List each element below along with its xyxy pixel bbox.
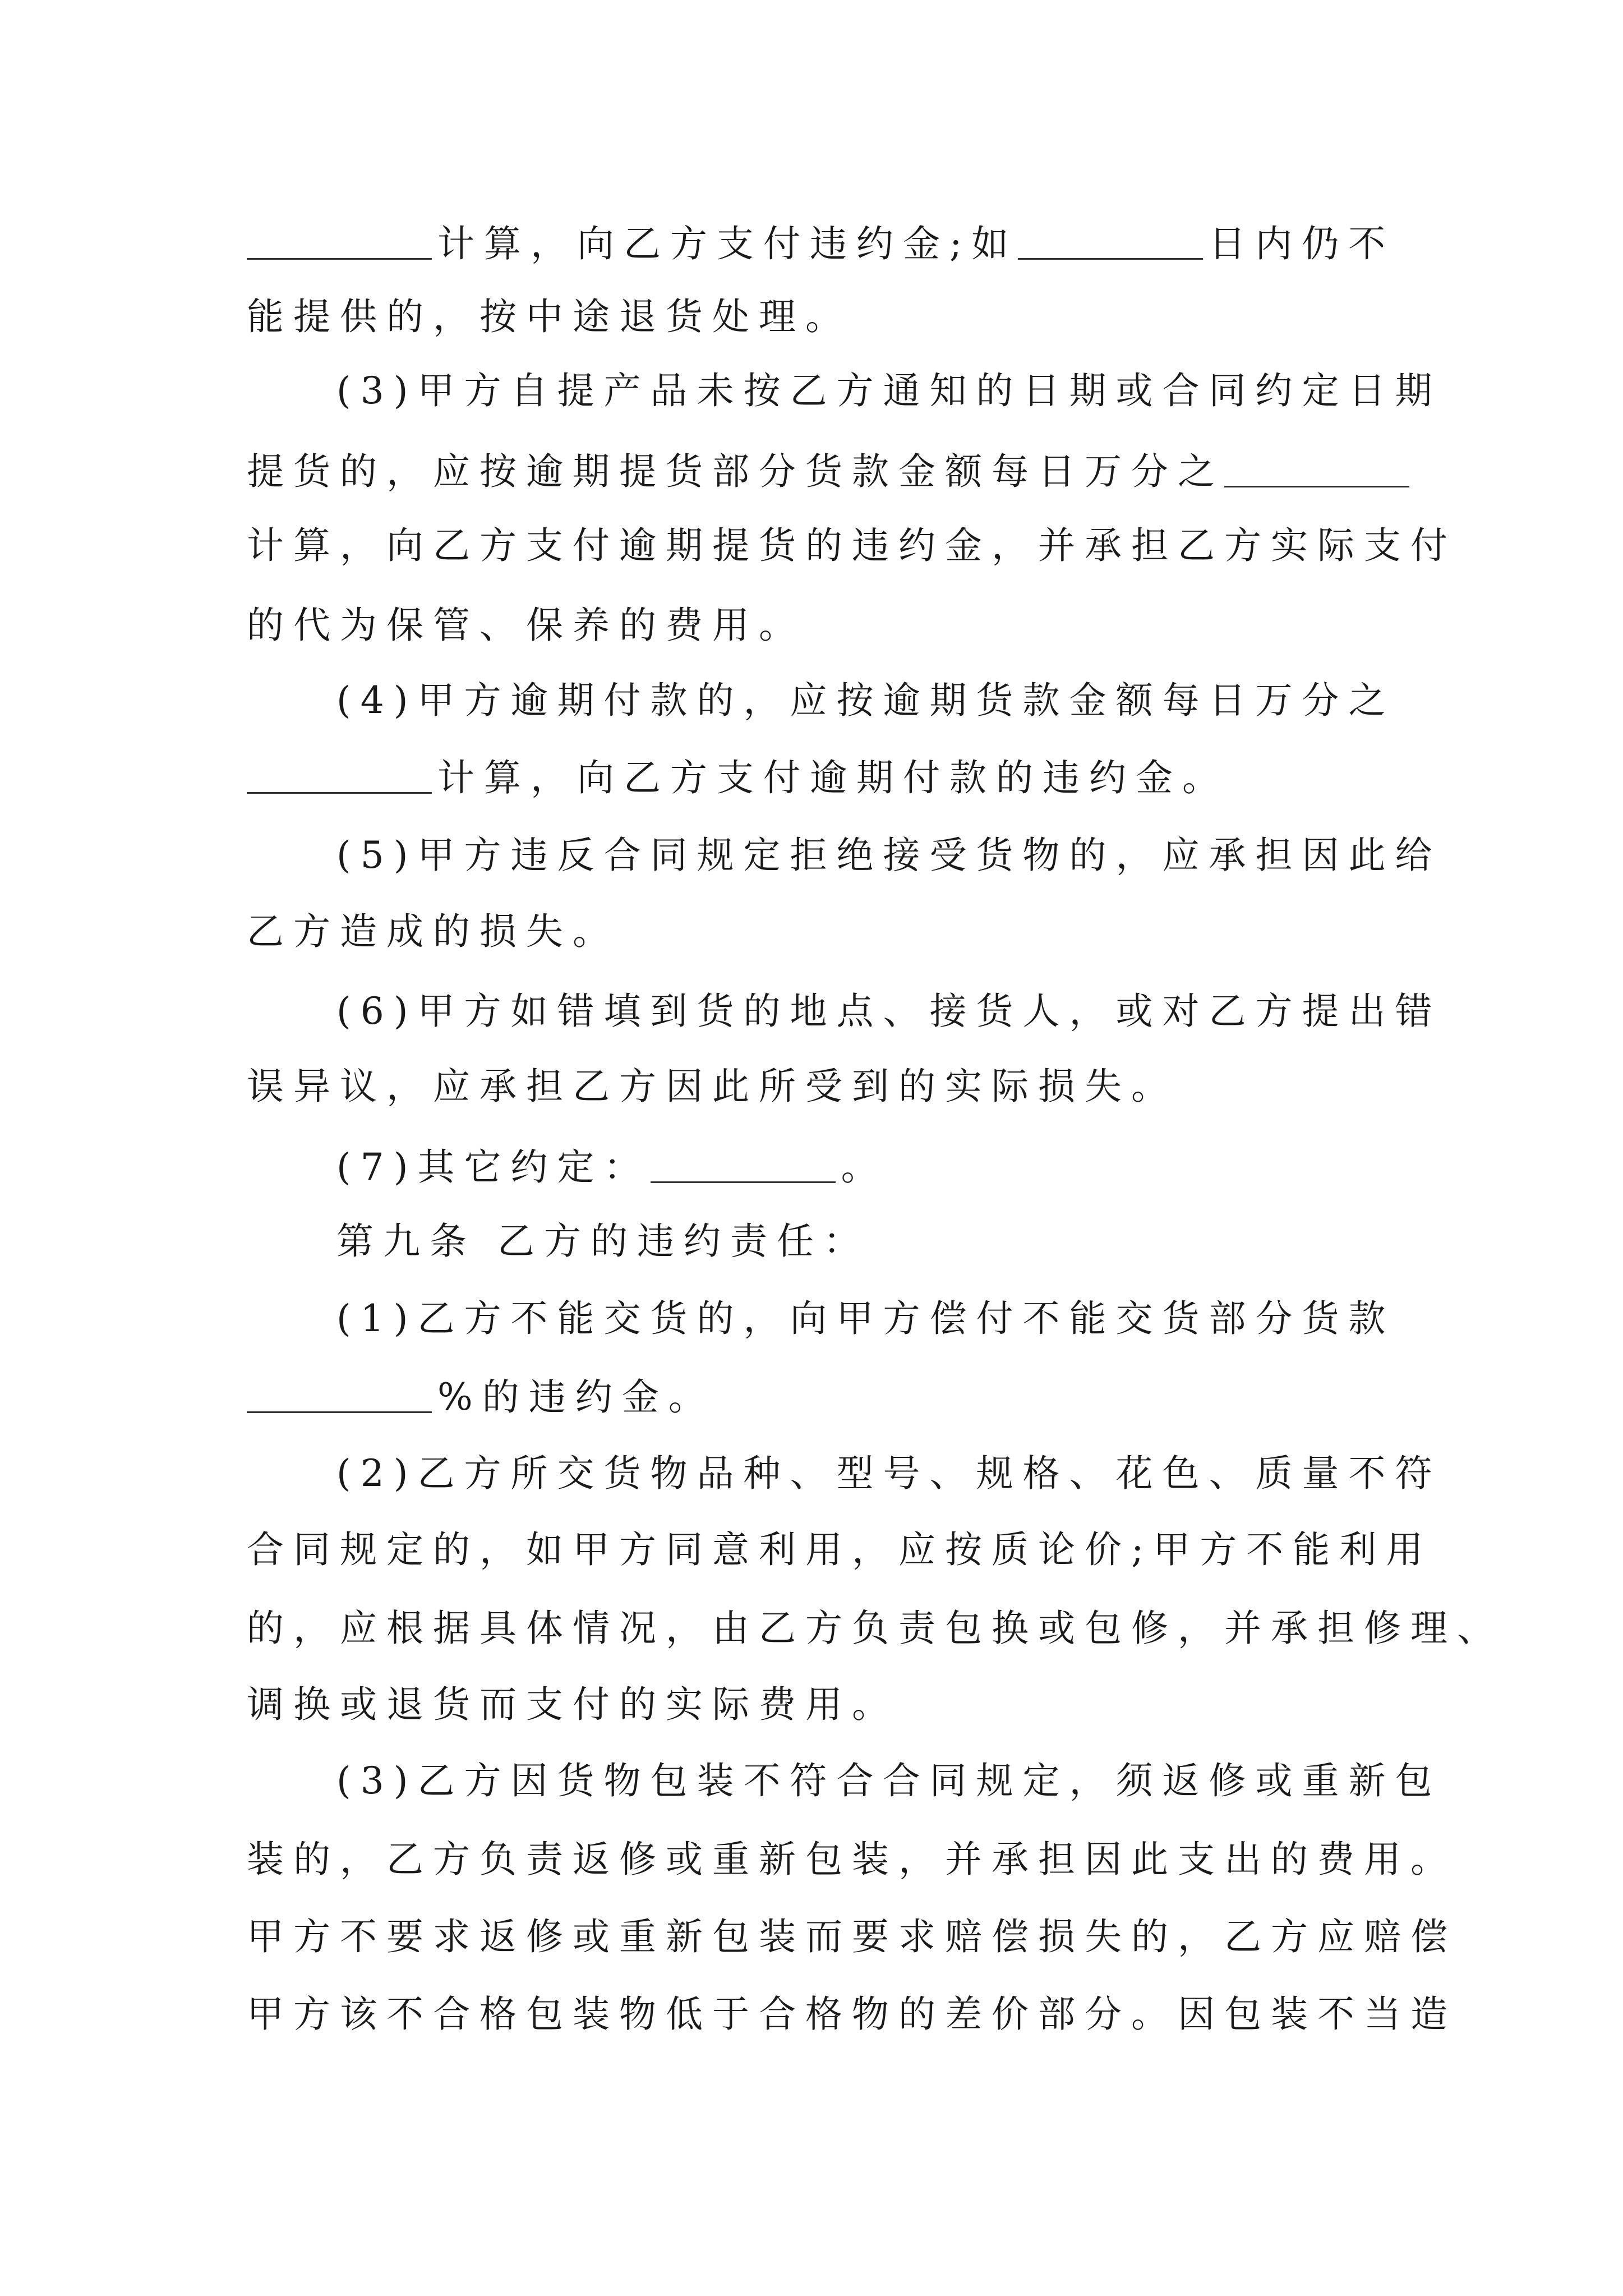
line-text: 。 xyxy=(841,1145,888,1189)
line-text: 计算，向乙方支付逾期提货的违约金，并承担乙方实际支付 xyxy=(247,524,1457,567)
paragraph-line xyxy=(336,1145,888,1189)
paragraph-line xyxy=(336,1452,1442,1495)
line-text: 提货的，应按逾期提货部分货款金额每日万分之 xyxy=(247,450,1224,493)
line-text: (6)甲方如错填到货的地点、接货人，或对乙方提出错 xyxy=(336,990,1442,1033)
fill-in-blank xyxy=(247,758,432,794)
line-text: (3)甲方自提产品未按乙方通知的日期或合同约定日期 xyxy=(336,369,1442,412)
section-heading xyxy=(336,1220,870,1263)
fill-in-blank xyxy=(1018,224,1203,260)
line-text: (7)其它约定： xyxy=(336,1145,651,1189)
fill-in-blank xyxy=(1224,452,1409,487)
line-text: 计算，向乙方支付违约金;如 xyxy=(437,222,1018,265)
paragraph-line xyxy=(247,758,1229,797)
paragraph-line xyxy=(247,1375,715,1419)
line-text: 第九条 乙方的违约责任： xyxy=(336,1220,870,1263)
line-text: (4)甲方逾期付款的，应按逾期货款金额每日万分之 xyxy=(336,679,1395,722)
line-text: (1)乙方不能交货的，向甲方偿付不能交货部分货款 xyxy=(336,1297,1395,1340)
paragraph-line xyxy=(247,1607,1504,1650)
paragraph-line xyxy=(336,834,1442,877)
paragraph-line xyxy=(247,604,805,647)
paragraph-line xyxy=(247,295,852,338)
paragraph-line xyxy=(336,990,1442,1033)
paragraph-line xyxy=(247,910,619,953)
paragraph-line xyxy=(247,1993,1457,2036)
paragraph-line xyxy=(247,224,1395,263)
line-text: 误异议，应承担乙方因此所受到的实际损失。 xyxy=(247,1065,1178,1108)
line-text: (2)乙方所交货物品种、型号、规格、花色、质量不符 xyxy=(336,1452,1442,1495)
line-text: 计算，向乙方支付逾期付款的违约金。 xyxy=(437,756,1229,799)
paragraph-line xyxy=(336,369,1442,412)
fill-in-blank xyxy=(247,224,432,260)
fill-in-blank xyxy=(247,1378,432,1413)
line-text: (3)乙方因货物包装不符合合同规定，须返修或重新包 xyxy=(336,1759,1442,1802)
fill-in-blank xyxy=(651,1148,836,1183)
paragraph-line xyxy=(247,1065,1178,1108)
paragraph-line xyxy=(336,679,1395,722)
line-text: 的，应根据具体情况，由乙方负责包换或包修，并承担修理、 xyxy=(247,1607,1504,1650)
line-text: 调换或退货而支付的实际费用。 xyxy=(247,1683,898,1726)
line-text: 装的，乙方负责返修或重新包装，并承担因此支出的费用。 xyxy=(247,1838,1457,1881)
line-text: 合同规定的，如甲方同意利用，应按质论价;甲方不能利用 xyxy=(247,1528,1433,1571)
line-text: (5)甲方违反合同规定拒绝接受货物的，应承担因此给 xyxy=(336,834,1442,877)
line-text: 甲方该不合格包装物低于合格物的差价部分。因包装不当造 xyxy=(247,1993,1457,2036)
line-text: %的违约金。 xyxy=(437,1375,715,1419)
line-text: 的代为保管、保养的费用。 xyxy=(247,604,805,647)
line-text: 乙方造成的损失。 xyxy=(247,910,619,953)
line-text: 甲方不要求返修或重新包装而要求赔偿损失的，乙方应赔偿 xyxy=(247,1915,1457,1958)
paragraph-line xyxy=(247,1838,1457,1881)
paragraph-line xyxy=(336,1759,1442,1802)
paragraph-line xyxy=(247,524,1457,567)
paragraph-line xyxy=(247,1528,1433,1571)
line-text: 日内仍不 xyxy=(1209,222,1395,265)
paragraph-line xyxy=(336,1297,1395,1340)
line-text: 能提供的，按中途退货处理。 xyxy=(247,295,852,338)
paragraph-line xyxy=(247,450,1415,493)
paragraph-line xyxy=(247,1683,898,1726)
paragraph-line xyxy=(247,1915,1457,1958)
